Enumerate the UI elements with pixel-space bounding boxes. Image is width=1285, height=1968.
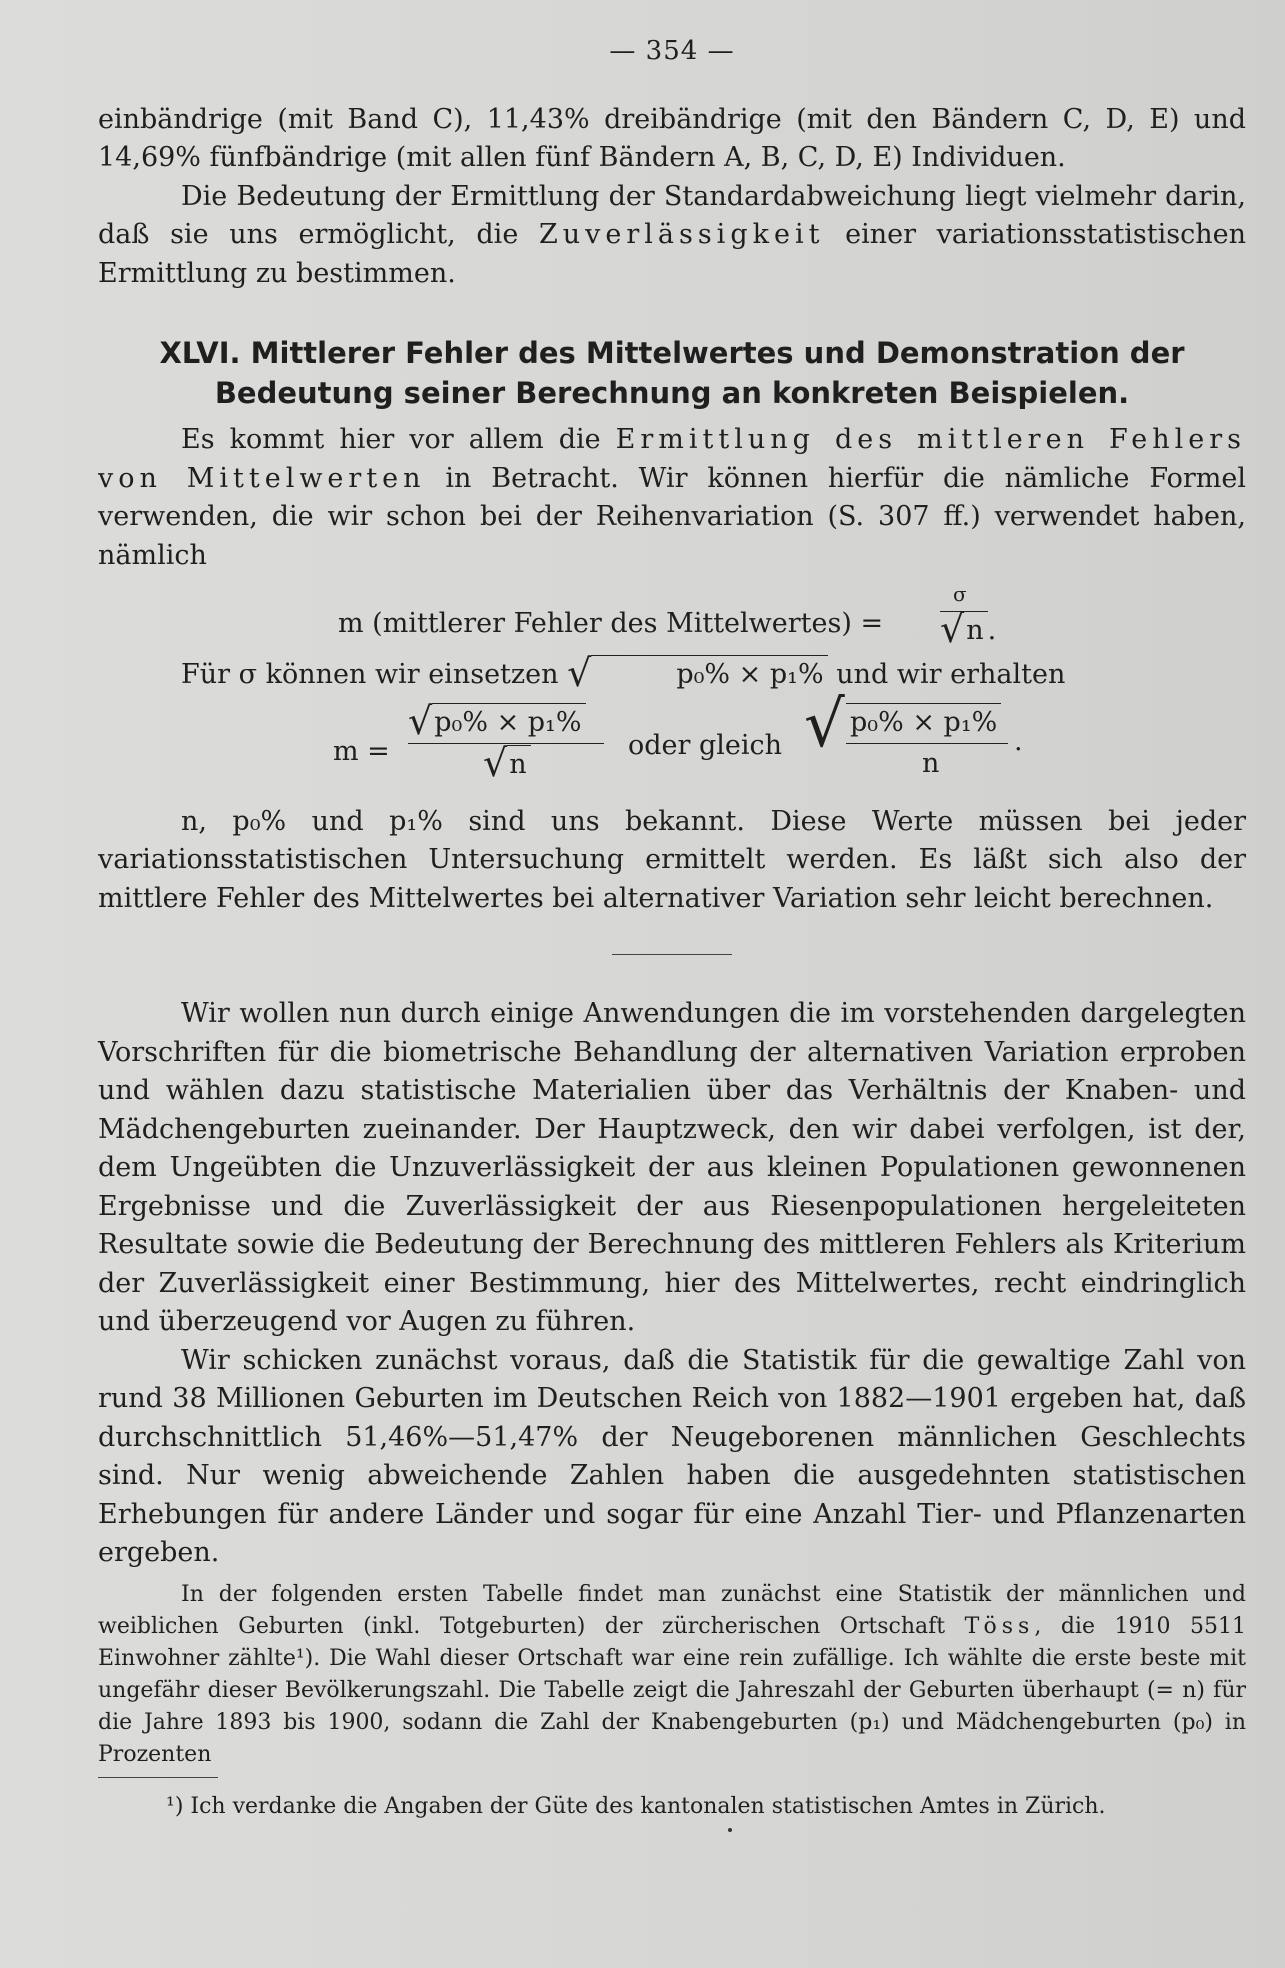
radicand: n: [964, 611, 987, 651]
formula-denominator: [483, 740, 531, 785]
text-run: Die Bedeutung der Ermittlung der Standardabweichung liegt vielmehr darin, daß sie uns ermöglicht, die: [98, 180, 1246, 250]
period: .: [1014, 725, 1023, 757]
fraction-bar: [846, 743, 1008, 744]
heading-line-1: XLVI. Mittlerer Fehler des Mittelwertes und Demonstration der: [159, 336, 1185, 370]
body-paragraph-1: Wir wollen nun durch einige Anwendungen die im vorstehenden dargelegten Vorschriften für die biometrische Behandlung der alternativen Variation erproben und wählen dazu statistische Materialien über das Verhältnis der Knaben- und Mädchengeburten zueinander. Der Hauptzweck, den wir dabei verfolgen, ist der, dem Ungeübten die Unzuverlässigkeit der aus kleinen Populationen gewonnenen Ergebnisse und die Zuverlässigkeit der aus Riesenpopulationen hergeleiteten Resultate sowie die Bedeutung der Berechnung des mittleren Fehlers als Kriterium der Zuverlässigkeit einer Bestimmung, hier des Mittelwertes, recht eindringlich und überzeugend vor Augen zu führen.: [98, 998, 1246, 1337]
text-run: Es kommt hier vor allem die: [181, 424, 616, 455]
section-paragraph-1: [98, 421, 1246, 575]
section-heading: [98, 333, 1246, 413]
print-speck: [728, 1828, 732, 1832]
page-number: — 354 —: [609, 36, 735, 66]
intro-paragraph-2: [98, 178, 1246, 294]
sqrt-icon: √: [804, 687, 845, 762]
intro-paragraph: einbändrige (mit Band C), 11,43% dreibändrige (mit den Bändern C, D, E) und 14,69% fünfbändrige (mit allen fünf Bändern A, B, C, D, E) Individuen.: [98, 103, 1246, 173]
emphasis-spaced: Töss: [964, 1613, 1035, 1639]
section-paragraph-2: n, p₀% und p₁% sind uns bekannt. Diese Werte müssen bei jeder variationsstatistischen Untersuchung ermittelt werden. Es läßt sich also der mittlere Fehler des Mittelwertes bei alternativer Variation sehr leicht berechnen.: [98, 805, 1246, 914]
small-print-paragraph: [98, 1579, 1246, 1771]
period: .: [987, 615, 997, 646]
text-run: einer variationsstatistischen Ermittlung zu bestimmen.: [98, 219, 1246, 289]
sigma-substitution-line: [98, 651, 1246, 695]
emphasis-spaced: Zuverlässigkeit: [538, 219, 825, 250]
radicand: p₀% × p₁%: [432, 703, 585, 743]
page-content: [98, 32, 1246, 1822]
formula-mean-error: [98, 575, 1246, 651]
footnote-rule: [98, 1777, 218, 1778]
formula-m: [98, 687, 1246, 803]
text-run: In der folgenden ersten Tabelle findet man zunächst eine Statistik der männlichen und weiblichen Geburten (inkl. Totgeburten) der zürcherischen Ortschaft: [98, 1581, 1246, 1639]
body-paragraph-2: Wir schicken zunächst voraus, daß die Statistik für die gewaltige Zahl von rund 38 Millionen Geburten im Deutschen Reich von 1882—1901 ergeben hat, daß durchschnittlich 51,46%—51,47% der Neugeborenen männlichen Geschlechts sind. Nur wenig abweichende Zahlen haben die ausgedehnten statistischen Erhebungen für andere Länder und sogar für eine Anzahl Tier- und Pflanzenarten ergeben.: [98, 1344, 1246, 1568]
heading-line-2: Bedeutung seiner Berechnung an konkreten Beispielen.: [214, 376, 1130, 410]
formula-denominator: n: [922, 747, 940, 779]
formula-numerator: σ: [953, 582, 967, 606]
separator-rule: [612, 954, 732, 955]
emphasis-spaced: Ermittlung des mittleren Fehlers von Mittelwerten: [98, 424, 1246, 494]
formula-numerator: p₀% × p₁%: [846, 703, 1001, 743]
formula-denominator: [940, 607, 997, 651]
formula-connector: oder gleich: [628, 729, 783, 761]
sqrt-icon: √: [940, 607, 965, 651]
text-run: in Betracht. Wir können hierfür die nämliche Formel verwenden, die wir schon bei der Reihenvariation (S. 307 ff.) verwendet haben, nämlich: [98, 462, 1246, 571]
formula-lhs: m =: [333, 735, 390, 767]
sqrt-icon: √: [567, 651, 592, 695]
sqrt-icon: √: [408, 698, 433, 743]
text-run: , die 1910 5511 Einwohner zählte¹). Die Wahl dieser Ortschaft war eine rein zufällige. Ich wählte die erste beste mit ungefähr dieser Bevölkerungszahl. Die Tabelle zeigt die Jahreszahl der Geburten überhaupt (= n) für die Jahre 1893 bis 1900, sodann die Zahl der Knabengeburten (p₁) und Mädchengeburten (p₀) in Prozenten: [98, 1613, 1246, 1767]
sqrt-icon: √: [483, 740, 508, 785]
formula-numerator: [408, 698, 586, 743]
footnote: ¹) Ich verdanke die Angaben der Güte des kantonalen statistischen Amtes in Zürich.: [166, 1793, 1106, 1819]
text-run: und wir erhalten: [836, 659, 1066, 690]
radicand: p₀% × p₁%: [591, 655, 827, 695]
formula-lhs: m (mittlerer Fehler des Mittelwertes) =: [338, 608, 884, 639]
text-run: Für σ können wir einsetzen: [181, 659, 559, 690]
radicand: n: [507, 745, 530, 785]
